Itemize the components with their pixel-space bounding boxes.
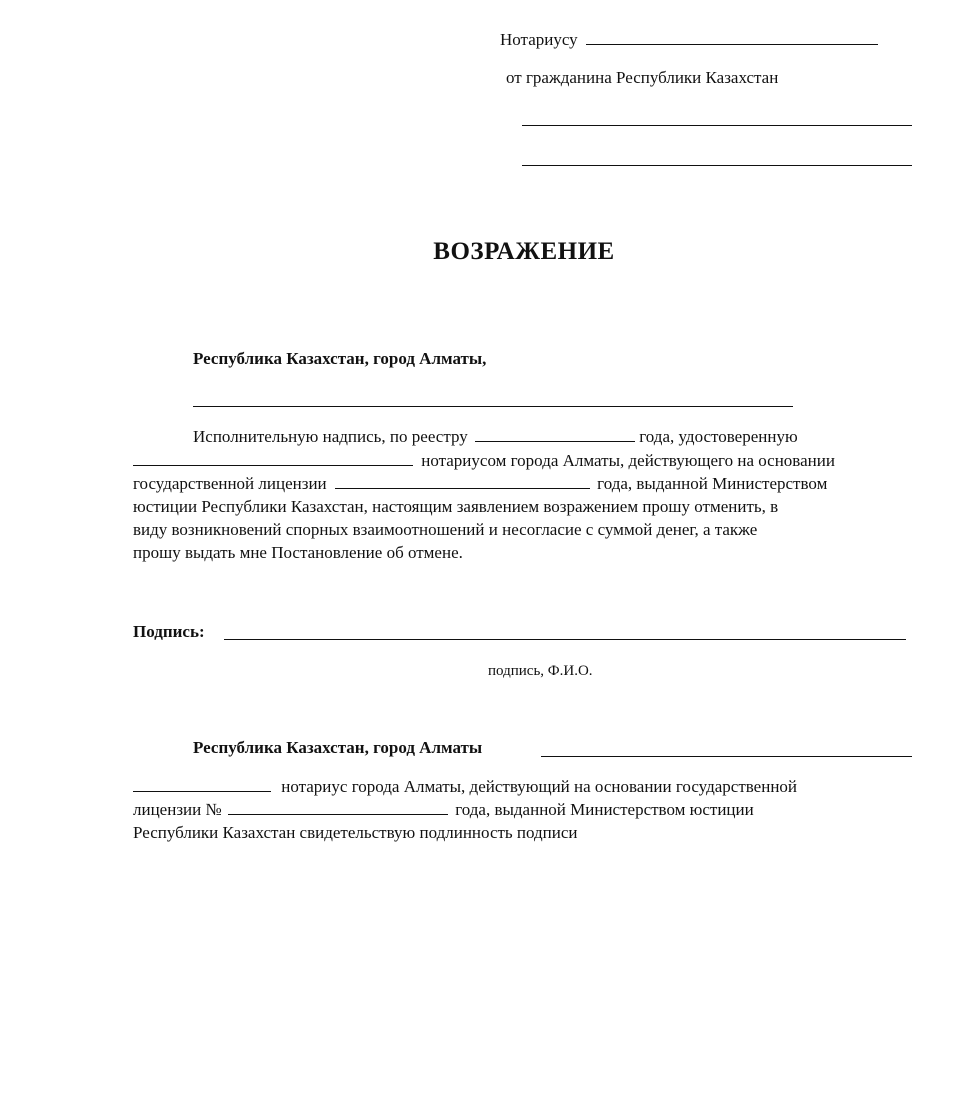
place-line: Республика Казахстан, город Алматы, [193, 349, 487, 368]
body-line-3: государственной лицензии года, выданной Министерством [133, 474, 828, 493]
certification-license-blank[interactable] [228, 800, 448, 815]
certifying-notary-blank[interactable] [133, 777, 271, 792]
certification-place-line: Республика Казахстан, город Алматы [193, 738, 483, 757]
date-blank[interactable] [193, 406, 793, 407]
license-blank[interactable] [335, 474, 590, 489]
applicant-name-blank[interactable] [522, 125, 912, 126]
signature-caption: подпись, Ф.И.О. [488, 663, 593, 679]
body-line-6: прошу выдать мне Постановление об отмене. [133, 543, 463, 562]
body-line-5: виду возникновений спорных взаимоотношений и несогласие с суммой денег, а также [133, 520, 758, 539]
certification-line-3: Республики Казахстан свидетельствую подлинность подписи [133, 823, 578, 842]
signature-label: Подпись: [133, 622, 205, 641]
registry-number-blank[interactable] [475, 427, 635, 442]
certification-line-2: лицензии № года, выданной Министерством юстиции [133, 800, 754, 819]
notary-label: Нотариусу [500, 30, 578, 49]
document-title: ВОЗРАЖЕНИЕ [433, 238, 615, 265]
notary-name-blank[interactable] [586, 30, 878, 45]
body-line-4: юстиции Республики Казахстан, настоящим заявлением возражением прошу отменить, в [133, 497, 779, 516]
certification-date-blank[interactable] [541, 756, 912, 757]
body-line-1: Исполнительную надпись, по реестру года, удостоверенную [193, 427, 798, 446]
notary-addressee-line [500, 30, 878, 50]
notary-blank[interactable] [133, 451, 413, 466]
signature-blank[interactable] [224, 639, 906, 640]
certification-line-1: нотариус города Алматы, действующий на основании государственной [133, 777, 797, 797]
body-line-2: нотариусом города Алматы, действующего на основании [133, 451, 835, 471]
applicant-address-blank[interactable] [522, 165, 912, 166]
from-citizen-line: от гражданина Республики Казахстан [506, 68, 779, 87]
